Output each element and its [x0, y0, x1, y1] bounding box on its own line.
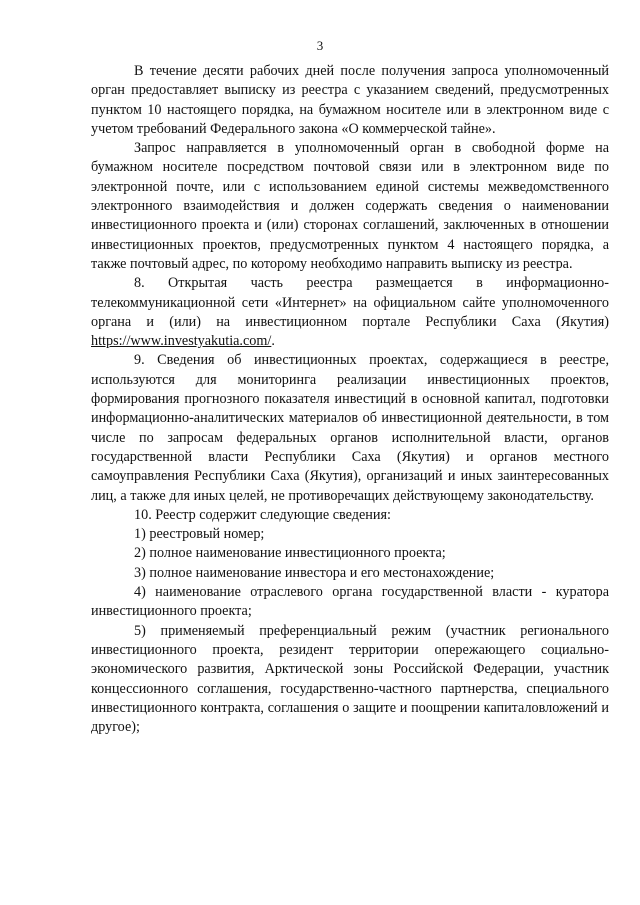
list-item-project-name: 2) полное наименование инвестиционного проекта; — [134, 545, 446, 562]
page-number: 3 — [316, 38, 324, 53]
list-item-curator-authority: 4) наименование отраслевого органа государственной власти - куратора инвестиционного проекта; — [91, 584, 609, 620]
paragraph-10-contents: 10. Реестр содержит следующие сведения: — [134, 506, 391, 523]
paragraph-8-ending: . — [271, 333, 275, 350]
list-item-investor-name: 3) полное наименование инвестора и его местонахождение; — [134, 564, 495, 581]
paragraph-9-usage: 9. Сведения об инвестиционных проектах, содержащиеся в реестре, используются для мониторинга реализации инвестиционных проектов, формирования прогнозного показателя инвестиций в основной капитал, подготовки информационно-аналитических материалов об инвестиционной деятельности, в том числе по запросам федеральных органов исполнительной власти, органов государственной власти Республики Саха (Якутия) и органов местного самоуправления Республики Саха (Якутия), организаций и иных заинтересованных лиц, а также для иных целей, не противоречащих действующему законодательству. — [91, 352, 609, 504]
list-item-preferential-regime: 5) применяемый преференциальный режим (участник регионального инвестиционного проекта, резидент территории опережающего социально-экономического развития, Арктической зоны Российской Федерации, участник концессионного соглашения, государственно-частного партнерства, специального инвестиционного контракта, соглашения о защите и поощрении капиталовложений и другое); — [91, 622, 609, 736]
list-item-registry-number: 1) реестровый номер; — [134, 526, 265, 543]
investyakutia-link[interactable]: https://www.investyakutia.com/ — [91, 333, 272, 350]
paragraph-extract-provision: В течение десяти рабочих дней после получения запроса уполномоченный орган предоставляет выписку из реестра с указанием сведений, предусмотренных пунктом 10 настоящего порядка, на бумажном носителе или в электронном виде с учетом требований Федерального закона «О коммерческой тайне». — [91, 63, 609, 137]
paragraph-request-form: Запрос направляется в уполномоченный орган в свободной форме на бумажном носителе посредством почтовой связи или в электронном виде по электронной почте, или с использованием единой системы межведомственного электронного взаимодействия и должен содержать сведения о наименовании инвестиционного проекта и (или) сторонах соглашений, заключенных в отношении инвестиционных проектов, предусмотренных пунктом 4 настоящего порядка, а также почтовый адрес, по которому необходимо направить выписку из реестра. — [91, 140, 609, 272]
paragraph-8-text: 8. Открытая часть реестра размещается в информационно-телекоммуникационной сети «Интернет» на официальном сайте уполномоченного органа и (или) на инвестиционном портале Республики Саха (Якутия) — [91, 275, 609, 330]
document-body — [91, 62, 609, 737]
paragraph-8-open-registry — [91, 274, 609, 351]
